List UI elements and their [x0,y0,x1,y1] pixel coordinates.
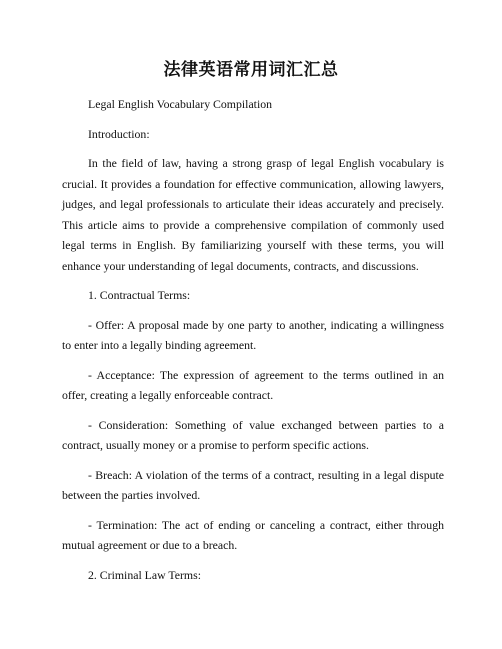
term-termination: - Termination: The act of ending or canceling a contract, either through mutual agreement or due to a breach. [62,517,444,552]
document-body [62,94,444,585]
term-breach: - Breach: A violation of the terms of a contract, resulting in a legal dispute between the parties involved. [62,467,444,502]
term-acceptance: - Acceptance: The expression of agreement to the terms outlined in an offer, creating a legally enforceable contract. [62,367,444,402]
section-heading-contractual-terms: 1. Contractual Terms: [88,288,191,302]
term-offer: - Offer: A proposal made by one party to another, indicating a willingness to enter into a legally binding agreement. [62,317,444,352]
document-title: 法律英语常用词汇汇总 [163,60,339,80]
term-consideration: - Consideration: Something of value exchanged between parties to a contract, usually money or a promise to perform specific actions. [62,417,444,452]
section-heading-introduction: Introduction: [88,126,150,141]
introduction-paragraph: In the field of law, having a strong grasp of legal English vocabulary is crucial. It provides a foundation for effective communication, allowing lawyers, judges, and legal professionals to articulate their ideas accurately and precisely. This article aims to provide a comprehensive compilation of commonly used legal terms in English. By familiarizing yourself with these terms, you will enhance your understanding of legal documents, contracts, and discussions. [62,156,444,273]
section-heading-criminal-law-terms: 2. Criminal Law Terms: [88,567,201,582]
document-subtitle: Legal English Vocabulary Compilation [88,97,273,111]
